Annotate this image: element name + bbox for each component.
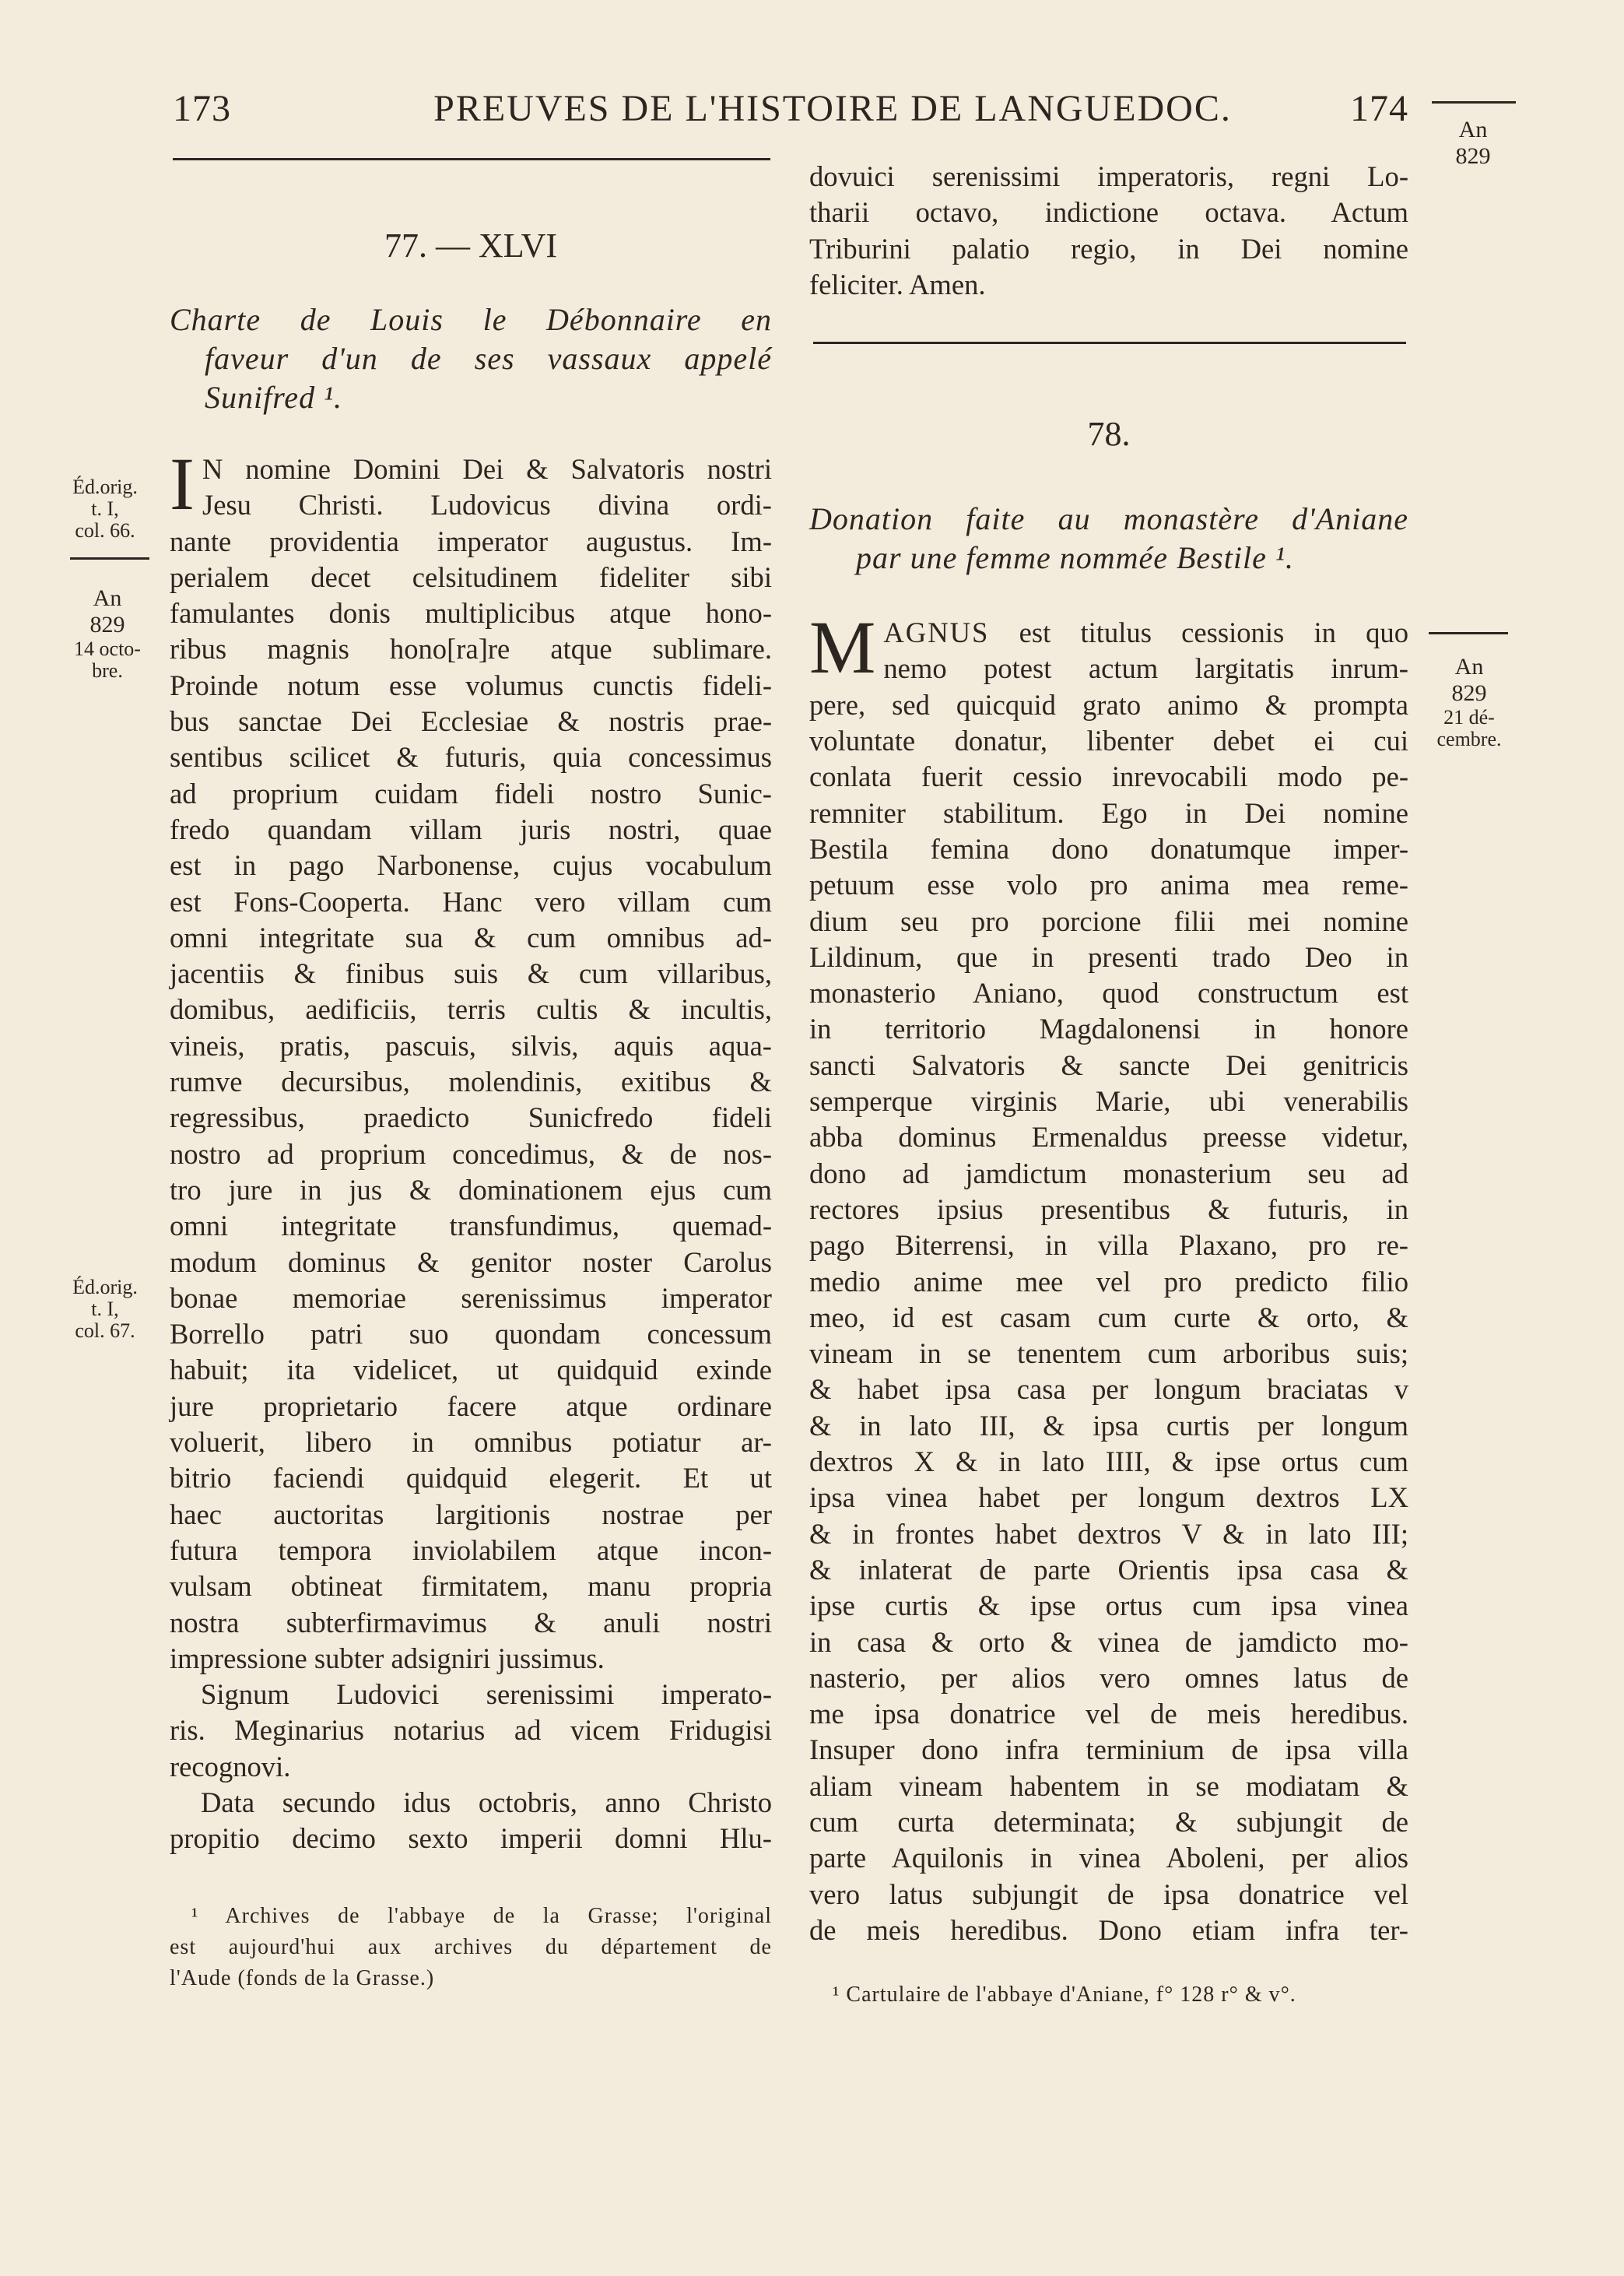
text-line: & habet ipsa casa per longum braciatas v bbox=[809, 1373, 1408, 1406]
text-line: voluerit, libero in omnibus potiatur ar- bbox=[170, 1426, 772, 1459]
margin-day: bre. bbox=[92, 659, 123, 682]
page-number-right: 174 bbox=[1350, 88, 1408, 129]
continuation-paragraph bbox=[809, 159, 1408, 303]
text-line: omni integritate sua & cum omnibus ad- bbox=[170, 921, 772, 954]
text-line: rumve decursibus, molendinis, exitibus & bbox=[170, 1066, 772, 1098]
text-line: Bestila femina dono donatumque imper- bbox=[809, 832, 1408, 865]
margin-edition-ref-1 bbox=[62, 476, 148, 542]
margin-line: col. 67. bbox=[75, 1319, 135, 1342]
text-line bbox=[809, 615, 1408, 651]
doc-number-78: 78. bbox=[1087, 415, 1131, 454]
text-line: Jesu Christi. Ludovicus divina ordi- bbox=[202, 489, 772, 522]
text-line: ad proprium cuidam fideli nostro Sunic- bbox=[170, 777, 772, 810]
left-column bbox=[170, 187, 772, 1994]
text-line: vulsam obtineat firmitatem, manu propria bbox=[170, 1570, 772, 1603]
footnote-77 bbox=[170, 1901, 772, 1994]
text-line: conlata fuerit cessio inrevocabili modo pe- bbox=[809, 760, 1408, 793]
text-line: N nomine Domini Dei & Salvatoris nostri bbox=[202, 453, 772, 485]
margin-an: An bbox=[1454, 654, 1484, 680]
text-line: Insuper dono infra terminium de ipsa villa bbox=[809, 1733, 1408, 1766]
text-line: petuum esse volo pro anima mea reme- bbox=[809, 869, 1408, 901]
text-line: ipsa vinea habet per longum dextros LX bbox=[809, 1481, 1408, 1514]
doc-title-78 bbox=[809, 500, 1408, 578]
text-line: nante providentia imperator augustus. Im- bbox=[170, 525, 772, 557]
text-line: meo, id est casam cum curte & orto, & bbox=[809, 1301, 1408, 1333]
text-line: ipse curtis & ipse ortus cum ipsa vinea bbox=[809, 1589, 1408, 1622]
text-line: nemo potest actum largitatis inrum- bbox=[883, 652, 1408, 685]
text-line: parte Aquilonis in vinea Aboleni, per alios bbox=[809, 1842, 1408, 1874]
text-line: nostro ad proprium concedimus, & de nos- bbox=[170, 1137, 772, 1170]
text-line: Borrello patri suo quondam concessum bbox=[170, 1318, 772, 1350]
margin-edition-ref-2 bbox=[62, 1277, 148, 1342]
footnote-78: ¹ Cartulaire de l'abbaye d'Aniane, f° 128 r° & v°. bbox=[833, 1983, 1296, 2007]
text-line: rectores ipsius presentibus & futuris, in bbox=[809, 1192, 1408, 1225]
text-line: pago Biterrensi, in villa Plaxano, pro re- bbox=[809, 1229, 1408, 1262]
margin-an: An bbox=[93, 585, 122, 611]
margin-an: An bbox=[1458, 117, 1488, 142]
text-line: fredo quandam villam juris nostri, quae bbox=[170, 813, 772, 845]
text-line: cum curta determinata; & subjungit de bbox=[809, 1805, 1408, 1838]
text-line: propitio decimo sexto imperii domni Hlu- bbox=[170, 1822, 772, 1855]
text-line: est in pago Narbonense, cujus vocabulum bbox=[170, 849, 772, 882]
margin-line: col. 66. bbox=[75, 519, 135, 542]
section-rule bbox=[813, 342, 1406, 344]
text-line: tharii octavo, indictione octava. Actum bbox=[809, 196, 1408, 229]
text-line: habuit; ita videlicet, ut quidquid exinde bbox=[170, 1354, 772, 1386]
text-line: semperque virginis Marie, ubi venerabilis bbox=[809, 1085, 1408, 1118]
text-line: voluntate donatur, libenter debet ei cui bbox=[809, 725, 1408, 757]
text-line: modum dominus & genitor noster Carolus bbox=[170, 1245, 772, 1278]
margin-day: 14 octo- bbox=[74, 637, 141, 660]
dropcap: I bbox=[170, 442, 195, 525]
text-line: nasterio, per alios vero omnes latus de bbox=[809, 1661, 1408, 1694]
text-line: dono ad jamdictum monasterium seu ad bbox=[809, 1157, 1408, 1189]
margin-date-right bbox=[1429, 654, 1510, 750]
margin-line: t. I, bbox=[91, 1298, 119, 1320]
doc-title-77 bbox=[170, 300, 772, 417]
text-line: bitrio faciendi quidquid elegerit. Et ut bbox=[170, 1462, 772, 1495]
text-line: perialem decet celsitudinem fideliter sibi bbox=[170, 560, 772, 593]
text-line: bus sanctae Dei Ecclesiae & nostris prae- bbox=[170, 705, 772, 738]
title-line: faveur d'un de ses vassaux appelé bbox=[205, 341, 772, 376]
margin-date-left bbox=[68, 585, 146, 682]
header-margin-rule bbox=[1432, 101, 1516, 104]
signum-paragraph bbox=[170, 1677, 772, 1785]
text-line: omni integritate transfundimus, quemad- bbox=[170, 1210, 772, 1242]
margin-line: Éd.orig. bbox=[72, 476, 138, 498]
first-word: AGNUS bbox=[883, 616, 990, 649]
margin-day: 21 dé- bbox=[1443, 706, 1495, 729]
text-line: famulantes donis multiplicibus atque hono- bbox=[170, 597, 772, 630]
running-title: PREUVES DE L'HISTOIRE DE LANGUEDOC. bbox=[433, 88, 1232, 129]
text-line: futura tempora inviolabilem atque incon- bbox=[170, 1533, 772, 1566]
margin-line: t. I, bbox=[91, 497, 119, 520]
title-line: Donation faite au monastère d'Aniane bbox=[809, 501, 1408, 537]
text-line: vineis, pratis, pascuis, silvis, aquis aqua- bbox=[170, 1029, 772, 1062]
margin-year: 829 bbox=[1455, 143, 1491, 169]
title-line: Charte de Louis le Débonnaire en bbox=[170, 302, 772, 337]
text-line: feliciter. Amen. bbox=[809, 268, 986, 300]
text-line: me ipsa donatrice vel de meis heredibus. bbox=[809, 1698, 1408, 1730]
text-line: jacentiis & finibus suis & cum villaribus, bbox=[170, 957, 772, 990]
footnote-line: ¹ Archives de l'abbaye de la Grasse; l'original bbox=[191, 1903, 772, 1928]
text-line: pere, sed quicquid grato animo & prompta bbox=[809, 688, 1408, 721]
text-line: haec auctoritas largitionis nostrae per bbox=[170, 1498, 772, 1530]
text-line: dium seu pro porcione filii mei nomine bbox=[809, 904, 1408, 937]
margin-date-top-right bbox=[1438, 117, 1508, 170]
right-column bbox=[809, 159, 1408, 2011]
data-paragraph bbox=[170, 1785, 772, 1857]
text-line: vero latus subjungit de ipsa donatrice vel bbox=[809, 1877, 1408, 1910]
text-line: Lildinum, que in presenti trado Deo in bbox=[809, 940, 1408, 973]
text-line: tro jure in jus & dominationem ejus cum bbox=[170, 1173, 772, 1206]
margin-year: 829 bbox=[89, 612, 125, 637]
text-line: nostra subterfirmavimus & anuli nostri bbox=[170, 1606, 772, 1639]
text-line: Proinde notum esse volumus cunctis fideli- bbox=[170, 669, 772, 701]
margin-year: 829 bbox=[1451, 680, 1487, 706]
footnote-line: l'Aude (fonds de la Grasse.) bbox=[170, 1965, 435, 1990]
text-line: sancti Salvatoris & sancte Dei genitricis bbox=[809, 1048, 1408, 1081]
text-line: impressione subter adsigniri jussimus. bbox=[170, 1642, 605, 1674]
text-line: Signum Ludovici serenissimi imperato- bbox=[201, 1678, 772, 1711]
header-rule-left bbox=[173, 158, 770, 160]
text-line: Data secundo idus octobris, anno Christo bbox=[201, 1786, 772, 1818]
first-line-rest: est titulus cessionis in quo bbox=[1019, 616, 1408, 649]
margin-day: cembre. bbox=[1436, 728, 1502, 750]
text-line: regressibus, praedicto Sunicfredo fideli bbox=[170, 1101, 772, 1134]
text-line: & in frontes habet dextros V & in lato III; bbox=[809, 1517, 1408, 1550]
title-line: Sunifred ¹. bbox=[205, 380, 343, 415]
text-line: & in lato III, & ipsa curtis per longum bbox=[809, 1409, 1408, 1442]
doc-number-77: 77. — XLVI bbox=[384, 227, 558, 265]
text-line: domibus, aedificiis, terris cultis & incultis, bbox=[170, 993, 772, 1026]
text-line: in territorio Magdalonensi in honore bbox=[809, 1013, 1408, 1045]
text-line: ris. Meginarius notarius ad vicem Fridugisi bbox=[170, 1714, 772, 1747]
text-line: bonae memoriae serenissimus imperator bbox=[170, 1281, 772, 1314]
text-line: in casa & orto & vinea de jamdicto mo- bbox=[809, 1625, 1408, 1658]
text-line: recognovi. bbox=[170, 1750, 291, 1783]
text-line: abba dominus Ermenaldus preesse videtur, bbox=[809, 1121, 1408, 1154]
text-line: est Fons-Cooperta. Hanc vero villam cum bbox=[170, 885, 772, 918]
margin-line: Éd.orig. bbox=[72, 1276, 138, 1298]
text-line: & inlaterat de parte Orientis ipsa casa & bbox=[809, 1553, 1408, 1586]
page-number-left: 173 bbox=[173, 88, 231, 129]
text-line: monasterio Aniano, quod constructum est bbox=[809, 977, 1408, 1010]
text-line: dextros X & in lato IIII, & ipse ortus cum bbox=[809, 1445, 1408, 1478]
footnote-line: est aujourd'hui aux archives du département de bbox=[170, 1934, 772, 1959]
text-line: sentibus scilicet & futuris, quia concessimus bbox=[170, 741, 772, 774]
text-line: aliam vineam habentem in se modiatam & bbox=[809, 1769, 1408, 1802]
text-line: ribus magnis hono[ra]re atque sublimare. bbox=[170, 633, 772, 666]
donation-body bbox=[809, 606, 1408, 1948]
text-line: medio anime mee vel pro predicto filio bbox=[809, 1265, 1408, 1298]
text-line: remniter stabilitum. Ego in Dei nomine bbox=[809, 796, 1408, 829]
text-line: de meis heredibus. Dono etiam infra ter- bbox=[809, 1913, 1408, 1946]
text-line: vineam in se tenentem cum arboribus suis; bbox=[809, 1337, 1408, 1370]
charter-body bbox=[170, 442, 772, 1677]
text-line: jure proprietario facere atque ordinare bbox=[170, 1389, 772, 1422]
text-line: Triburini palatio regio, in Dei nomine bbox=[809, 232, 1408, 265]
text-line: dovuici serenissimi imperatoris, regni Lo- bbox=[809, 160, 1408, 192]
title-line: par une femme nommée Bestile ¹. bbox=[856, 540, 1294, 576]
dropcap: M bbox=[809, 606, 876, 690]
margin-rule-right bbox=[1429, 632, 1508, 634]
margin-rule-left bbox=[70, 557, 149, 560]
